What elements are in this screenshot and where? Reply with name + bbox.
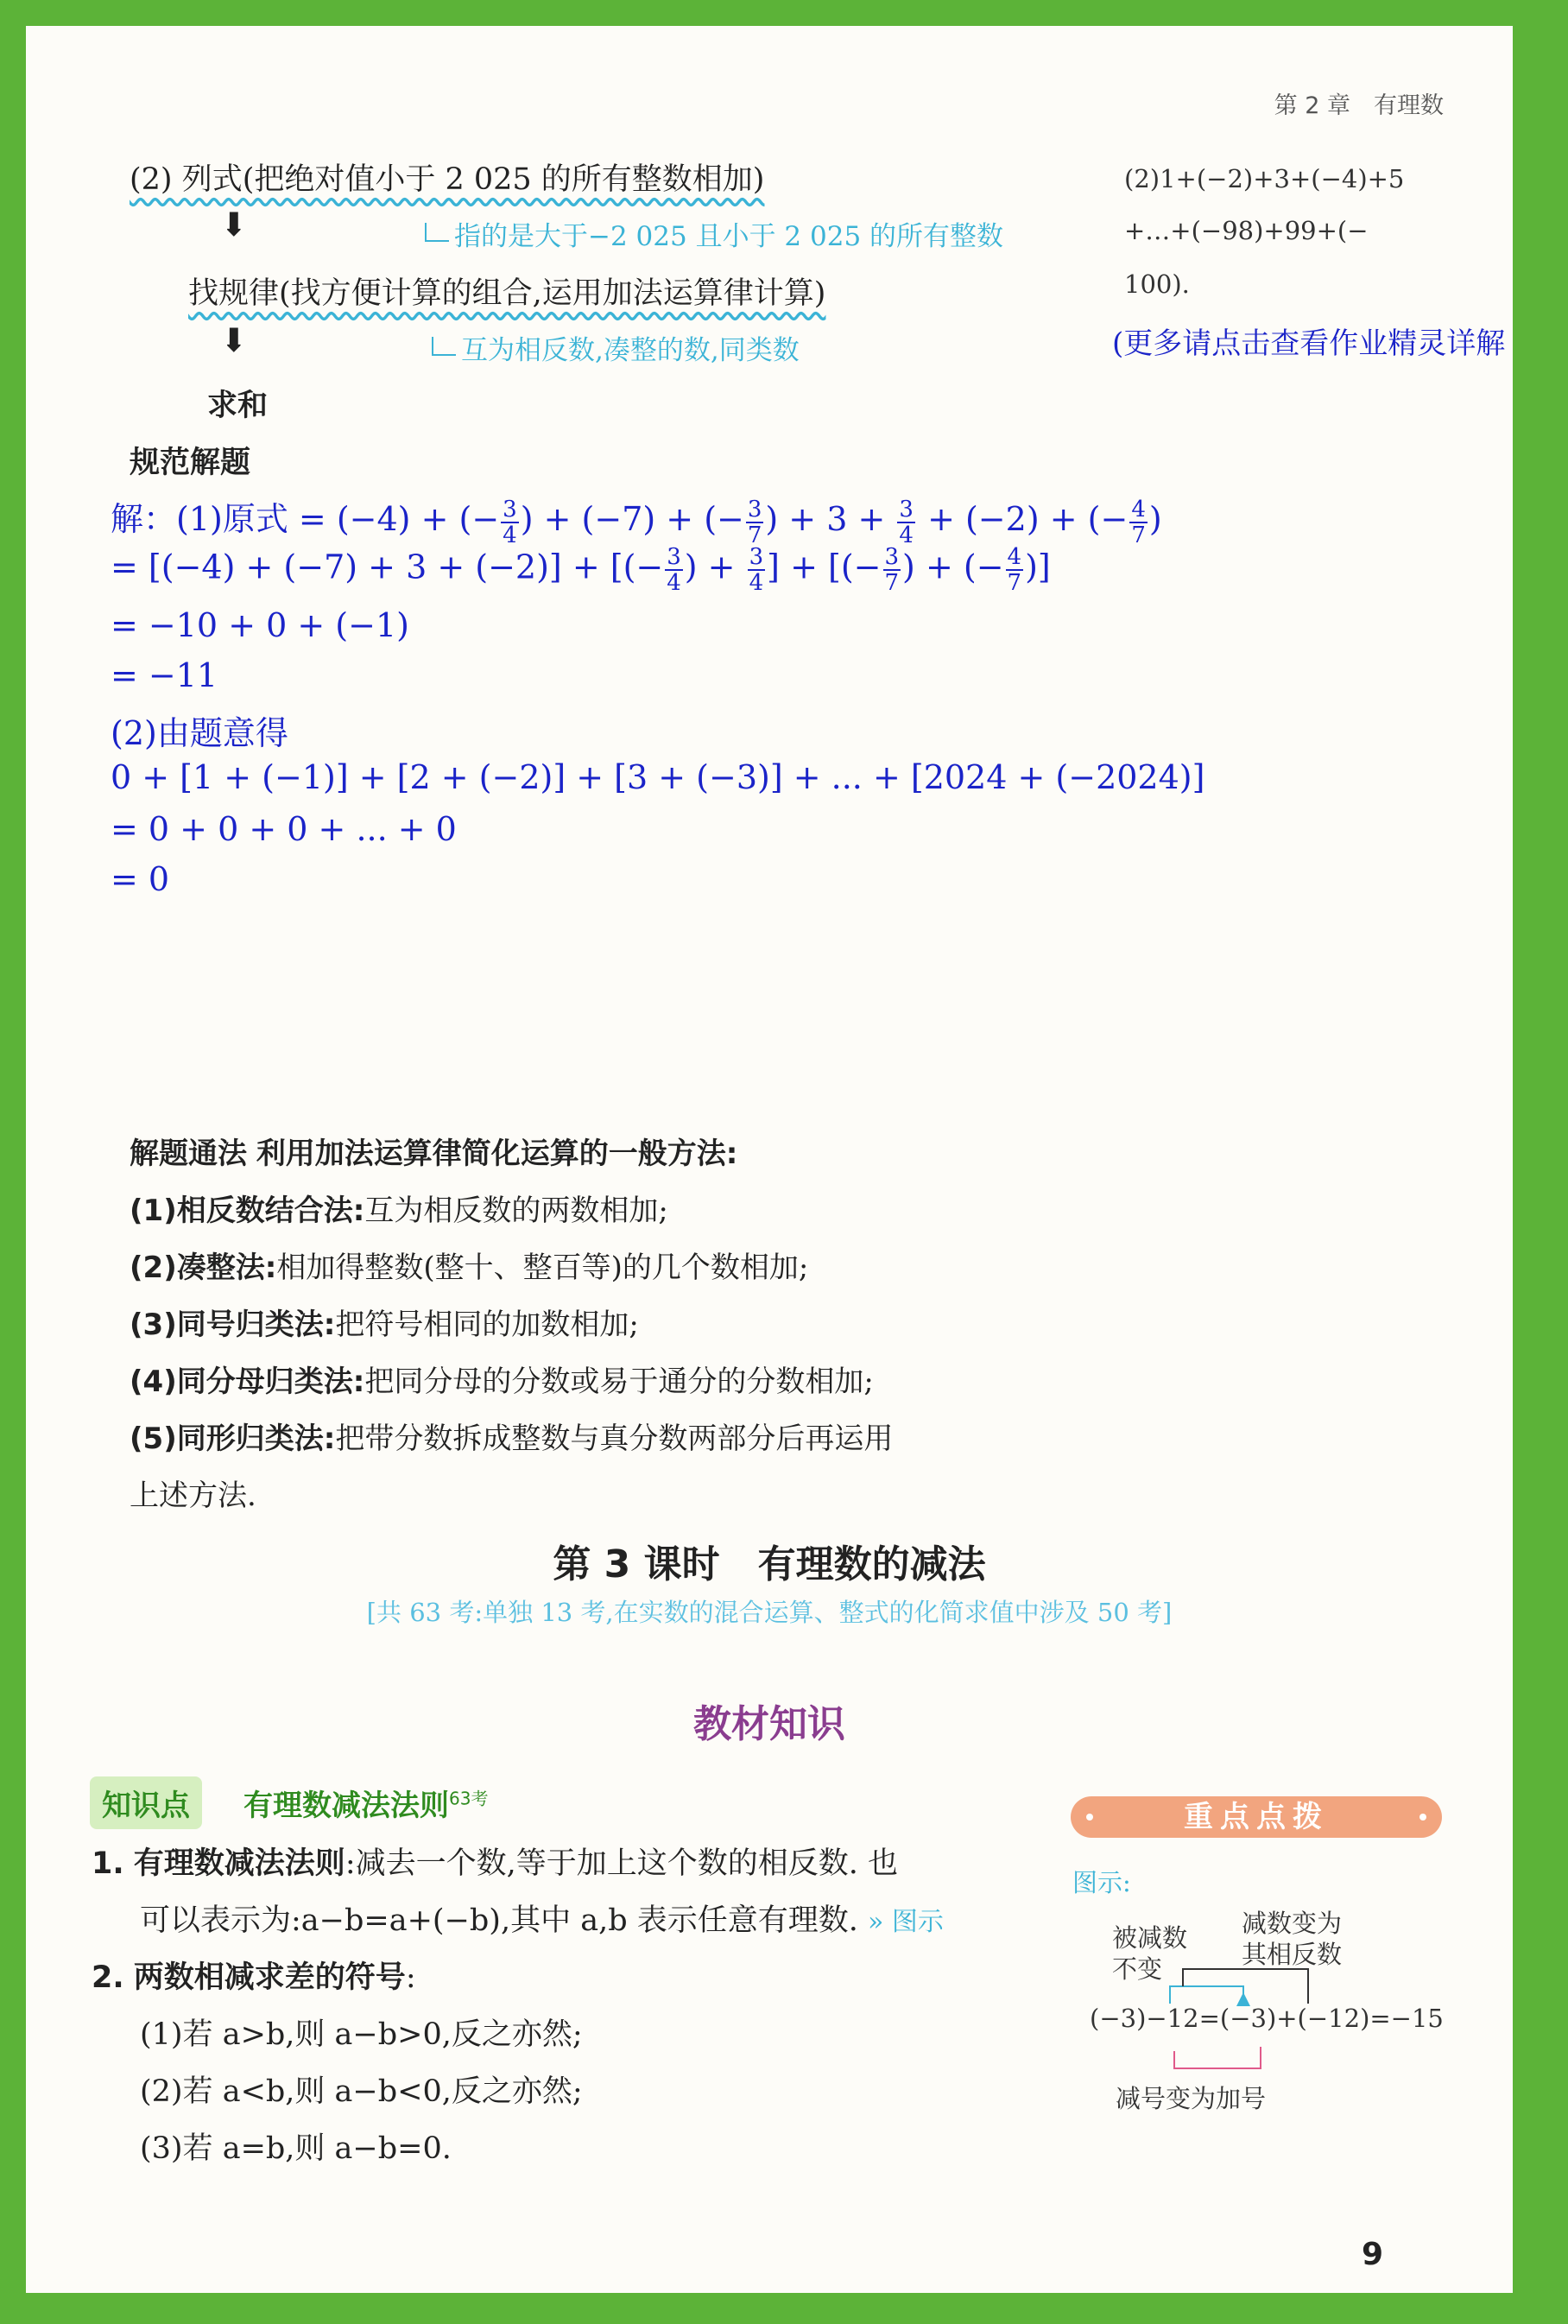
solution-line-6: 0 + [1 + (−1)] + [2 + (−2)] + [3 + (−3)] + ... + [2024 + (−2024)] xyxy=(111,758,1205,796)
solution-line-4: = −11 xyxy=(111,656,218,694)
chapter-header: 第 2 章 有理数 xyxy=(1274,92,1444,119)
method-item-5: (5)同形归类法:把带分数拆成整数与真分数两部分后再运用 xyxy=(130,1422,894,1456)
fraction: $\frac{4}{7}$ xyxy=(1131,496,1146,548)
solution-line-2: = [(−4) + (−7) + 3 + (−2)] + [(− $\frac{3}{4}$ ) + $\frac{3}{4}$ ] + [(− $\frac{3}{7}$ ) + (− $\frac{4}{7}$ )] xyxy=(111,544,1051,596)
key-tips-pill: 重点点拨 xyxy=(1071,1796,1442,1838)
page-number: 9 xyxy=(1361,2237,1383,2272)
analysis-step-3: 求和 xyxy=(207,388,269,423)
sidebar-line-2: +…+(−98)+99+(− xyxy=(1124,216,1369,245)
analysis-note-2: 互为相反数,凑整的数,同类数 xyxy=(432,328,800,367)
fraction: $\frac{4}{7}$ xyxy=(1007,544,1022,596)
lesson-title: 第 3 课时 有理数的减法 xyxy=(553,1542,986,1586)
arrow-down-icon: ⬇ xyxy=(220,206,248,244)
diagram-bottom: 减号变为加号 xyxy=(1116,2084,1267,2113)
solution-line-3: = −10 + 0 + (−1) xyxy=(111,606,409,644)
diagram-label: 图示: xyxy=(1072,1868,1131,1897)
rule-sub-1: (1)若 a>b,则 a−b>0,反之亦然; xyxy=(140,2017,583,2052)
diagram-left-bottom: 不变 xyxy=(1112,1954,1163,1984)
fraction: $\frac{3}{4}$ xyxy=(899,496,914,548)
fraction: $\frac{3}{7}$ xyxy=(747,496,762,548)
lesson-subtitle: [共 63 考:单独 13 考,在实数的混合运算、整式的化简求值中涉及 50 考] xyxy=(366,1598,1173,1627)
rule-sub-2: (2)若 a<b,则 a−b<0,反之亦然; xyxy=(140,2074,583,2109)
solution-line-5: (2)由题意得 xyxy=(111,714,288,752)
more-details-link[interactable]: (更多请点击查看作业精灵详解 xyxy=(1112,326,1506,361)
knowledge-title: 有理数减法法则$^{63考}$ xyxy=(243,1788,489,1823)
diagram-right-bottom: 其相反数 xyxy=(1242,1940,1343,1969)
knowledge-badge: 知识点 xyxy=(90,1776,202,1829)
sidebar-line-3: 100). xyxy=(1124,269,1190,299)
solution-line-7: = 0 + 0 + 0 + ... + 0 xyxy=(111,810,457,848)
fraction: $\frac{3}{4}$ xyxy=(749,544,764,596)
rule-sub-3: (3)若 a=b,则 a−b=0. xyxy=(140,2131,452,2166)
solution-line-1: 解：(1)原式 = (−4) + (− $\frac{3}{4}$ ) + (−7) + (− $\frac{3}{7}$ ) + 3 + $\frac{3}{4}$ + (−2) + (− $\frac{4}{7}$ ) xyxy=(111,496,1162,548)
method-item-2: (2)凑整法:相加得整数(整十、整百等)的几个数相加; xyxy=(130,1251,809,1285)
method-item-3: (3)同号归类法:把符号相同的加数相加; xyxy=(130,1308,639,1342)
solution-heading: 规范解题 xyxy=(130,446,251,480)
method-title: 解题通法 利用加法运算律简化运算的一般方法: xyxy=(130,1137,738,1171)
fraction: $\frac{3}{4}$ xyxy=(667,544,681,596)
page xyxy=(26,26,1513,2293)
fraction: $\frac{3}{4}$ xyxy=(503,496,517,548)
sidebar-line-1: (2)1+(−2)+3+(−4)+5 xyxy=(1124,164,1405,193)
diagram-left-top: 被减数 xyxy=(1112,1923,1188,1953)
arrow-down-icon: ⬇ xyxy=(220,321,248,359)
method-tail: 上述方法. xyxy=(130,1479,256,1513)
analysis-step-2: 找规律(找方便计算的组合,运用加法运算律计算) xyxy=(188,276,826,311)
method-item-1: (1)相反数结合法:互为相反数的两数相加; xyxy=(130,1194,668,1228)
diagram-formula: (−3)−12=(−3)+(−12)=−15 xyxy=(1090,2004,1444,2033)
dot-icon xyxy=(1086,1814,1093,1821)
analysis-note-1: 指的是大于−2 025 且小于 2 025 的所有整数 xyxy=(425,214,1003,253)
analysis-step-1: (2) 列式(把绝对值小于 2 025 的所有整数相加) xyxy=(130,162,765,197)
rule-item-1-cont: 可以表示为:a−b=a+(−b),其中 a,b 表示任意有理数. » 图示 xyxy=(140,1903,944,1938)
method-item-4: (4)同分母归类法:把同分母的分数或易于通分的分数相加; xyxy=(130,1365,874,1399)
rule-item-1: 1. 有理数减法法则:减去一个数,等于加上这个数的相反数. 也 xyxy=(92,1846,898,1881)
section-title: 教材知识 xyxy=(693,1702,845,1746)
solution-line-8: = 0 xyxy=(111,860,170,898)
diagram-right-top: 减数变为 xyxy=(1242,1909,1343,1938)
diagram-link[interactable]: » 图示 xyxy=(868,1907,944,1937)
fraction: $\frac{3}{7}$ xyxy=(884,544,900,596)
rule-item-2: 2. 两数相减求差的符号: xyxy=(92,1960,416,1995)
dot-icon xyxy=(1419,1814,1426,1821)
